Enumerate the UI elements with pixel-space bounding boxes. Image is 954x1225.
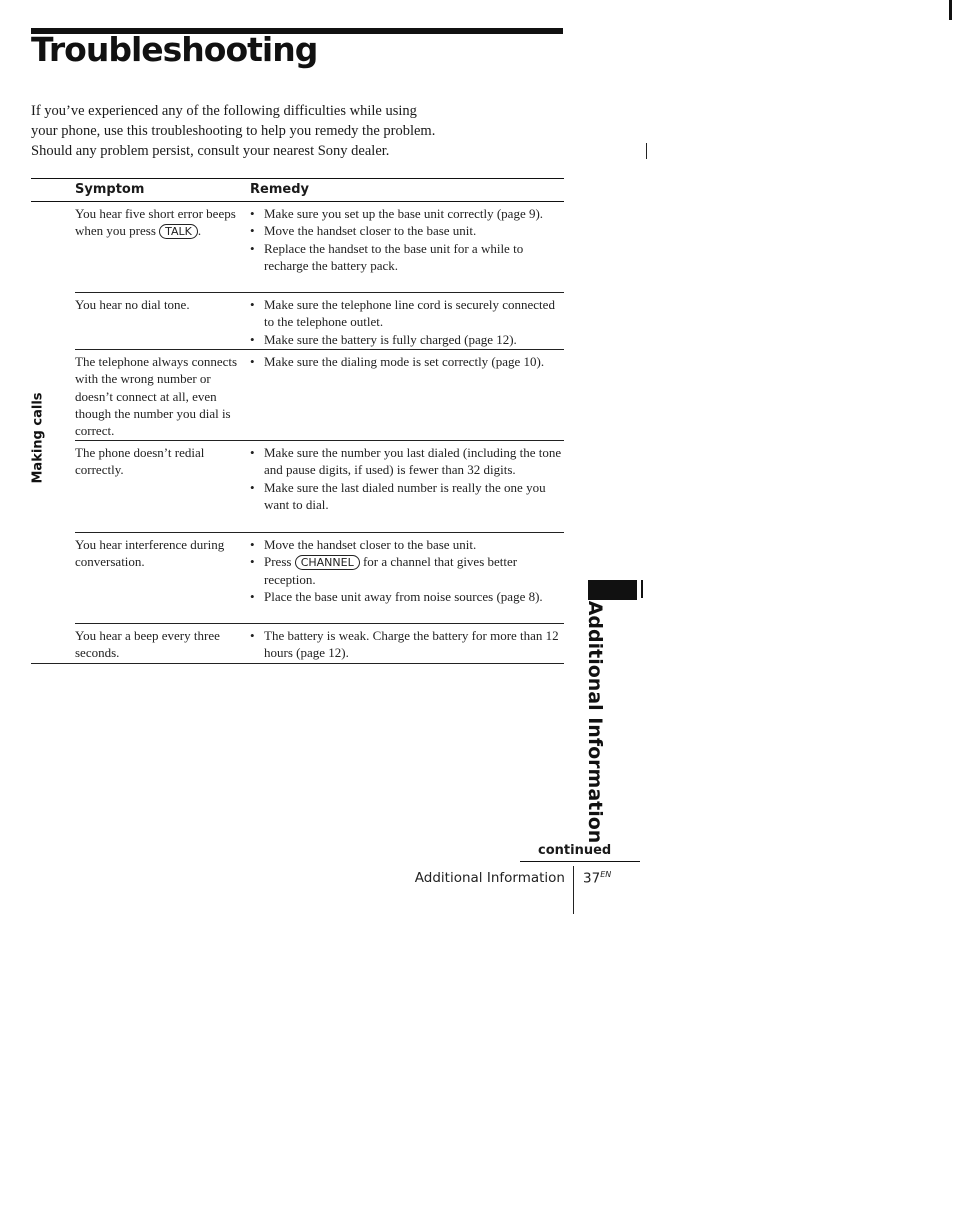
symptom-cell: The phone doesn’t redial correctly. [75, 445, 205, 478]
remedy-list [250, 296, 566, 348]
remedy-item: • Make sure the battery is fully charged (page 12). [250, 331, 566, 348]
thumb-index-tab [588, 580, 637, 600]
table-row [31, 350, 564, 441]
intro-line: If you’ve experienced any of the following difficulties while using [31, 103, 417, 119]
section-label-left [28, 393, 48, 483]
remedy-list [250, 205, 566, 274]
table-bottom-rule [31, 663, 564, 664]
page-number-value: 37 [583, 870, 601, 887]
footer-section-name: Additional Information [414, 870, 565, 886]
remedy-list [250, 444, 566, 513]
intro-line: Should any problem persist, consult your nearest Sony dealer. [31, 143, 390, 159]
channel-key-label: CHANNEL [295, 555, 360, 570]
remedy-item [250, 553, 566, 588]
table-row [31, 624, 564, 664]
table-top-rule [31, 178, 564, 179]
symptom-header: Symptom [75, 182, 145, 197]
remedy-item: • Make sure the number you last dialed (including the tone and pause digits, if used) is fewer than 32 digits. [250, 444, 566, 479]
margin-mark [646, 143, 647, 159]
remedy-text: Press [264, 554, 292, 570]
remedy-item: • Move the handset closer to the base unit. [250, 222, 566, 239]
symptom-text: You hear five short error beeps when you press [75, 206, 236, 239]
remedy-item: • Replace the handset to the base unit for a while to recharge the battery pack. [250, 240, 566, 275]
page-title: Troubleshooting [31, 30, 318, 69]
page-number [583, 870, 611, 887]
remedy-header: Remedy [250, 182, 309, 197]
intro-paragraph [31, 101, 491, 161]
continued-label: continued [538, 843, 612, 858]
remedy-item: • Make sure the last dialed number is really the one you want to dial. [250, 479, 566, 514]
symptom-cell: You hear interference during conversation. [75, 537, 225, 570]
remedy-item: • Make sure the telephone line cord is securely connected to the telephone outlet. [250, 296, 566, 331]
symptom-cell: You hear a beep every three seconds. [75, 628, 220, 661]
section-label-text: Making calls [30, 392, 46, 484]
remedy-list [250, 627, 566, 662]
talk-key-label: TALK [159, 224, 198, 239]
remedy-item: • Make sure you set up the base unit correctly (page 9). [250, 205, 566, 222]
table-row [31, 293, 564, 350]
table-row [31, 533, 564, 624]
remedy-text: for a channel that gives better reception. [264, 554, 518, 587]
table-row [31, 202, 564, 293]
section-label-text: Additional Information [584, 600, 606, 844]
remedy-item: • Place the base unit away from noise sources (page 8). [250, 588, 566, 605]
symptom-cell: The telephone always connects with the wrong number or doesn’t connect at all, even though the number you dial is correct. [75, 354, 238, 439]
page-language-suffix: EN [600, 870, 612, 879]
thumb-index-tick [641, 580, 643, 598]
symptom-cell [75, 205, 245, 240]
table-row [31, 441, 564, 533]
symptom-cell: You hear no dial tone. [75, 297, 190, 312]
symptom-text-end: . [197, 223, 202, 239]
continued-rule [520, 861, 640, 862]
remedy-item: • Make sure the dialing mode is set correctly (page 10). [250, 353, 566, 370]
remedy-item: • Move the handset closer to the base unit. [250, 536, 566, 553]
remedy-list [250, 536, 566, 605]
remedy-item: • The battery is weak. Charge the battery for more than 12 hours (page 12). [250, 627, 566, 662]
section-label-right [583, 600, 607, 844]
footer-divider [573, 866, 574, 914]
page-edge-mark [949, 0, 952, 20]
intro-line: your phone, use this troubleshooting to help you remedy the problem. [31, 123, 436, 139]
remedy-list [250, 353, 566, 370]
